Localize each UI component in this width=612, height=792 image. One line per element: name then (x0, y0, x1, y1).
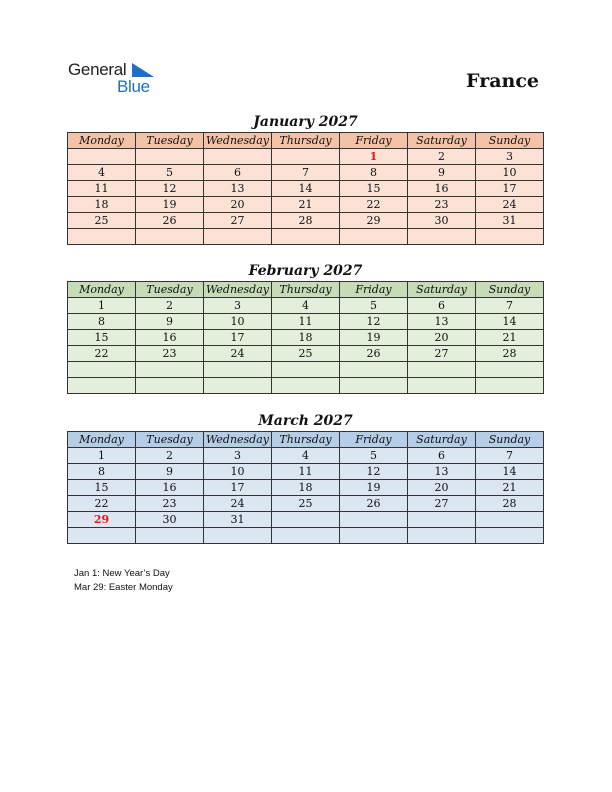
day-cell: 5 (340, 298, 408, 314)
calendar-february (67, 261, 544, 394)
calendar-march (67, 411, 544, 544)
day-cell (340, 378, 408, 394)
weekday-header: Wednesday (204, 432, 272, 448)
day-cell (408, 528, 476, 544)
week-row (68, 496, 544, 512)
day-cell: 11 (272, 314, 340, 330)
day-cell (204, 229, 272, 245)
day-cell-holiday: 29 (68, 512, 136, 528)
day-cell: 3 (204, 298, 272, 314)
day-cell: 18 (272, 330, 340, 346)
day-cell: 23 (136, 346, 204, 362)
day-cell: 25 (272, 496, 340, 512)
day-cell: 12 (340, 314, 408, 330)
day-cell: 7 (476, 298, 544, 314)
month-title: January 2027 (253, 114, 358, 130)
day-cell (68, 528, 136, 544)
day-cell: 3 (476, 149, 544, 165)
weekday-header: Friday (340, 133, 408, 149)
logo-text-general: General (68, 60, 127, 79)
day-cell: 5 (340, 448, 408, 464)
weekday-header: Wednesday (204, 282, 272, 298)
holiday-note: Mar 29: Easter Monday (74, 582, 173, 593)
day-cell (272, 229, 340, 245)
day-cell (340, 229, 408, 245)
day-cell: 20 (408, 480, 476, 496)
day-cell: 13 (408, 464, 476, 480)
day-cell: 6 (408, 298, 476, 314)
weekday-header: Thursday (272, 133, 340, 149)
day-cell: 21 (476, 330, 544, 346)
day-cell (136, 229, 204, 245)
day-cell (476, 378, 544, 394)
weekday-header: Sunday (476, 133, 544, 149)
month-title: February 2027 (248, 263, 363, 279)
day-cell (340, 512, 408, 528)
day-cell: 2 (136, 448, 204, 464)
day-cell: 2 (408, 149, 476, 165)
day-cell: 4 (272, 448, 340, 464)
weekday-header: Tuesday (136, 432, 204, 448)
day-cell: 7 (476, 448, 544, 464)
day-cell: 1 (68, 298, 136, 314)
weekday-header: Thursday (272, 432, 340, 448)
day-cell: 4 (68, 165, 136, 181)
day-cell: 28 (476, 496, 544, 512)
weekday-header: Friday (340, 432, 408, 448)
day-cell: 22 (68, 346, 136, 362)
day-cell (476, 528, 544, 544)
day-cell (408, 378, 476, 394)
week-row (68, 464, 544, 480)
calendar-january (67, 112, 544, 245)
month-table (67, 431, 544, 544)
day-cell: 11 (272, 464, 340, 480)
day-cell (340, 528, 408, 544)
day-cell: 3 (204, 448, 272, 464)
day-cell (340, 362, 408, 378)
day-cell: 22 (68, 496, 136, 512)
holiday-notes (74, 567, 173, 595)
week-row (68, 528, 544, 544)
day-cell (68, 149, 136, 165)
day-cell: 16 (136, 480, 204, 496)
day-cell: 13 (408, 314, 476, 330)
day-cell: 27 (204, 213, 272, 229)
month-table (67, 132, 544, 245)
weekday-header: Friday (340, 282, 408, 298)
logo-text-blue: Blue (117, 77, 150, 96)
weekday-header: Thursday (272, 282, 340, 298)
day-cell: 21 (476, 480, 544, 496)
day-cell: 11 (68, 181, 136, 197)
weekday-header: Saturday (408, 282, 476, 298)
day-cell: 19 (340, 480, 408, 496)
weekday-header: Tuesday (136, 133, 204, 149)
day-cell: 16 (136, 330, 204, 346)
month-title: March 2027 (258, 413, 353, 429)
week-row (68, 480, 544, 496)
day-cell: 9 (136, 464, 204, 480)
weekday-header: Tuesday (136, 282, 204, 298)
holiday-note: Jan 1: New Year’s Day (74, 568, 170, 579)
week-row (68, 165, 544, 181)
day-cell: 26 (340, 346, 408, 362)
day-cell: 10 (204, 314, 272, 330)
day-cell (136, 149, 204, 165)
day-cell: 30 (136, 512, 204, 528)
day-cell: 9 (408, 165, 476, 181)
day-cell: 31 (476, 213, 544, 229)
day-cell (204, 149, 272, 165)
day-cell: 28 (272, 213, 340, 229)
weekday-header-row (68, 282, 544, 298)
day-cell: 17 (204, 480, 272, 496)
day-cell: 27 (408, 346, 476, 362)
day-cell: 14 (272, 181, 340, 197)
weekday-header: Wednesday (204, 133, 272, 149)
day-cell: 23 (408, 197, 476, 213)
week-row (68, 229, 544, 245)
day-cell: 12 (340, 464, 408, 480)
week-row (68, 181, 544, 197)
weekday-header: Monday (68, 133, 136, 149)
day-cell: 16 (408, 181, 476, 197)
day-cell (204, 378, 272, 394)
day-cell (272, 149, 340, 165)
weekday-header: Sunday (476, 432, 544, 448)
day-cell: 20 (204, 197, 272, 213)
day-cell: 6 (204, 165, 272, 181)
day-cell: 21 (272, 197, 340, 213)
day-cell: 6 (408, 448, 476, 464)
day-cell: 17 (204, 330, 272, 346)
weekday-header: Saturday (408, 133, 476, 149)
weekday-header: Monday (68, 432, 136, 448)
day-cell (204, 362, 272, 378)
day-cell: 15 (340, 181, 408, 197)
day-cell: 27 (408, 496, 476, 512)
day-cell (272, 362, 340, 378)
month-table (67, 281, 544, 394)
weekday-header: Monday (68, 282, 136, 298)
day-cell (476, 512, 544, 528)
day-cell (136, 528, 204, 544)
day-cell: 7 (272, 165, 340, 181)
generalblue-logo (68, 60, 168, 96)
week-row (68, 149, 544, 165)
week-row (68, 362, 544, 378)
day-cell: 15 (68, 330, 136, 346)
week-row (68, 314, 544, 330)
day-cell (408, 229, 476, 245)
day-cell: 19 (340, 330, 408, 346)
day-cell: 8 (68, 464, 136, 480)
day-cell: 26 (340, 496, 408, 512)
week-row (68, 213, 544, 229)
day-cell: 14 (476, 314, 544, 330)
day-cell: 24 (204, 346, 272, 362)
day-cell: 9 (136, 314, 204, 330)
day-cell: 24 (204, 496, 272, 512)
day-cell: 13 (204, 181, 272, 197)
day-cell: 8 (68, 314, 136, 330)
week-row (68, 330, 544, 346)
day-cell: 26 (136, 213, 204, 229)
day-cell: 19 (136, 197, 204, 213)
day-cell: 25 (68, 213, 136, 229)
weekday-header: Sunday (476, 282, 544, 298)
week-row (68, 346, 544, 362)
day-cell: 31 (204, 512, 272, 528)
week-row (68, 512, 544, 528)
day-cell: 18 (68, 197, 136, 213)
day-cell: 5 (136, 165, 204, 181)
logo-triangle-icon (132, 63, 154, 79)
day-cell (408, 512, 476, 528)
day-cell: 2 (136, 298, 204, 314)
day-cell: 1 (68, 448, 136, 464)
day-cell: 15 (68, 480, 136, 496)
day-cell: 22 (340, 197, 408, 213)
day-cell: 10 (204, 464, 272, 480)
day-cell (68, 362, 136, 378)
day-cell-holiday: 1 (340, 149, 408, 165)
day-cell: 20 (408, 330, 476, 346)
day-cell: 17 (476, 181, 544, 197)
day-cell (272, 528, 340, 544)
day-cell: 12 (136, 181, 204, 197)
day-cell (204, 528, 272, 544)
day-cell (476, 362, 544, 378)
day-cell (272, 378, 340, 394)
day-cell: 14 (476, 464, 544, 480)
day-cell: 30 (408, 213, 476, 229)
week-row (68, 197, 544, 213)
week-row (68, 298, 544, 314)
day-cell (136, 362, 204, 378)
day-cell: 8 (340, 165, 408, 181)
week-row (68, 378, 544, 394)
day-cell: 24 (476, 197, 544, 213)
day-cell (68, 229, 136, 245)
day-cell (272, 512, 340, 528)
weekday-header-row (68, 432, 544, 448)
week-row (68, 448, 544, 464)
day-cell (136, 378, 204, 394)
country-title: France (466, 70, 539, 92)
weekday-header: Saturday (408, 432, 476, 448)
day-cell: 4 (272, 298, 340, 314)
day-cell (68, 378, 136, 394)
weekday-header-row (68, 133, 544, 149)
day-cell: 28 (476, 346, 544, 362)
day-cell: 29 (340, 213, 408, 229)
day-cell: 10 (476, 165, 544, 181)
day-cell (408, 362, 476, 378)
day-cell: 25 (272, 346, 340, 362)
day-cell: 18 (272, 480, 340, 496)
day-cell: 23 (136, 496, 204, 512)
day-cell (476, 229, 544, 245)
